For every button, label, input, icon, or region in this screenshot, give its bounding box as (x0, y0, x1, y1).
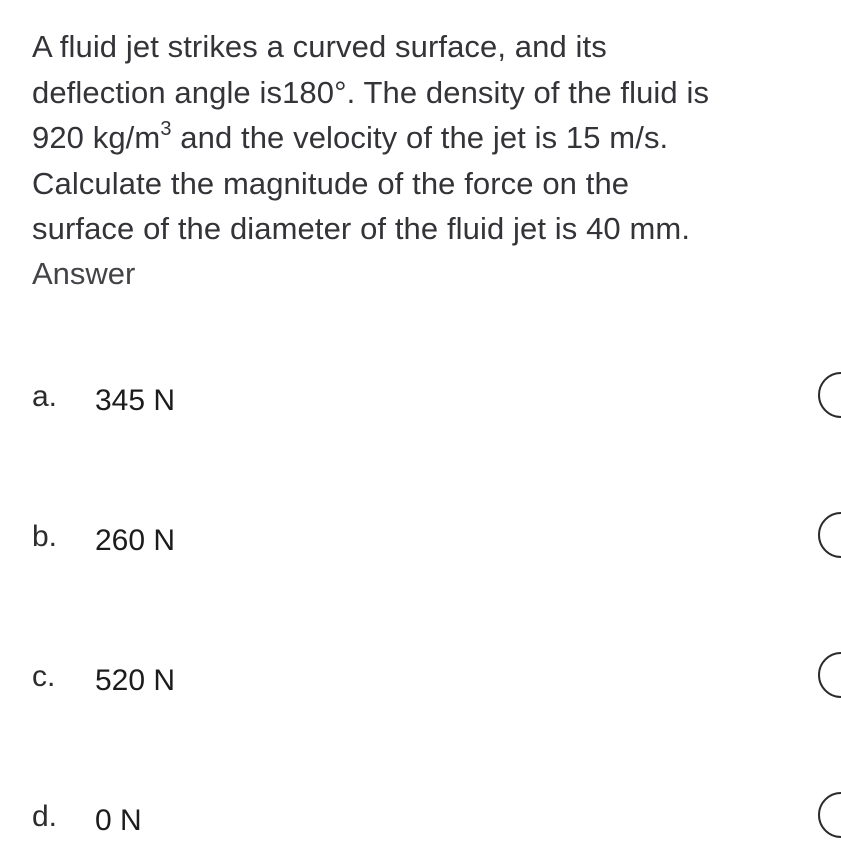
question-line-2: deflection angle is180°. The density of the fluid is (32, 74, 710, 110)
density-exponent: 3 (160, 117, 172, 140)
option-letter: d. (32, 800, 58, 833)
option-a[interactable] (0, 372, 841, 432)
option-letter: c. (32, 660, 56, 693)
question-line-1: A fluid jet strikes a curved surface, and its (32, 29, 607, 64)
option-letter: b. (32, 520, 58, 553)
option-value: 520 N (95, 664, 176, 697)
question-line-3 (32, 115, 832, 161)
radio-button-b[interactable] (818, 512, 841, 558)
option-value: 345 N (95, 384, 176, 417)
option-c[interactable] (0, 652, 841, 712)
question-line-4: Calculate the magnitude of the force on the (32, 165, 630, 201)
option-letter: a. (32, 380, 58, 413)
option-d[interactable] (0, 792, 841, 852)
radio-button-d[interactable] (818, 792, 841, 838)
density-value: 920 kg/m (32, 120, 161, 155)
question-text (32, 24, 832, 252)
option-value: 260 N (95, 524, 176, 557)
option-value: 0 N (95, 804, 142, 837)
option-b[interactable] (0, 512, 841, 572)
radio-button-a[interactable] (818, 372, 841, 418)
velocity-text: and the velocity of the jet is 15 m/s. (171, 120, 669, 155)
question-line-5: surface of the diameter of the fluid jet is 40 mm. (32, 211, 691, 246)
answer-label: Answer (32, 256, 136, 291)
radio-button-c[interactable] (818, 652, 841, 698)
